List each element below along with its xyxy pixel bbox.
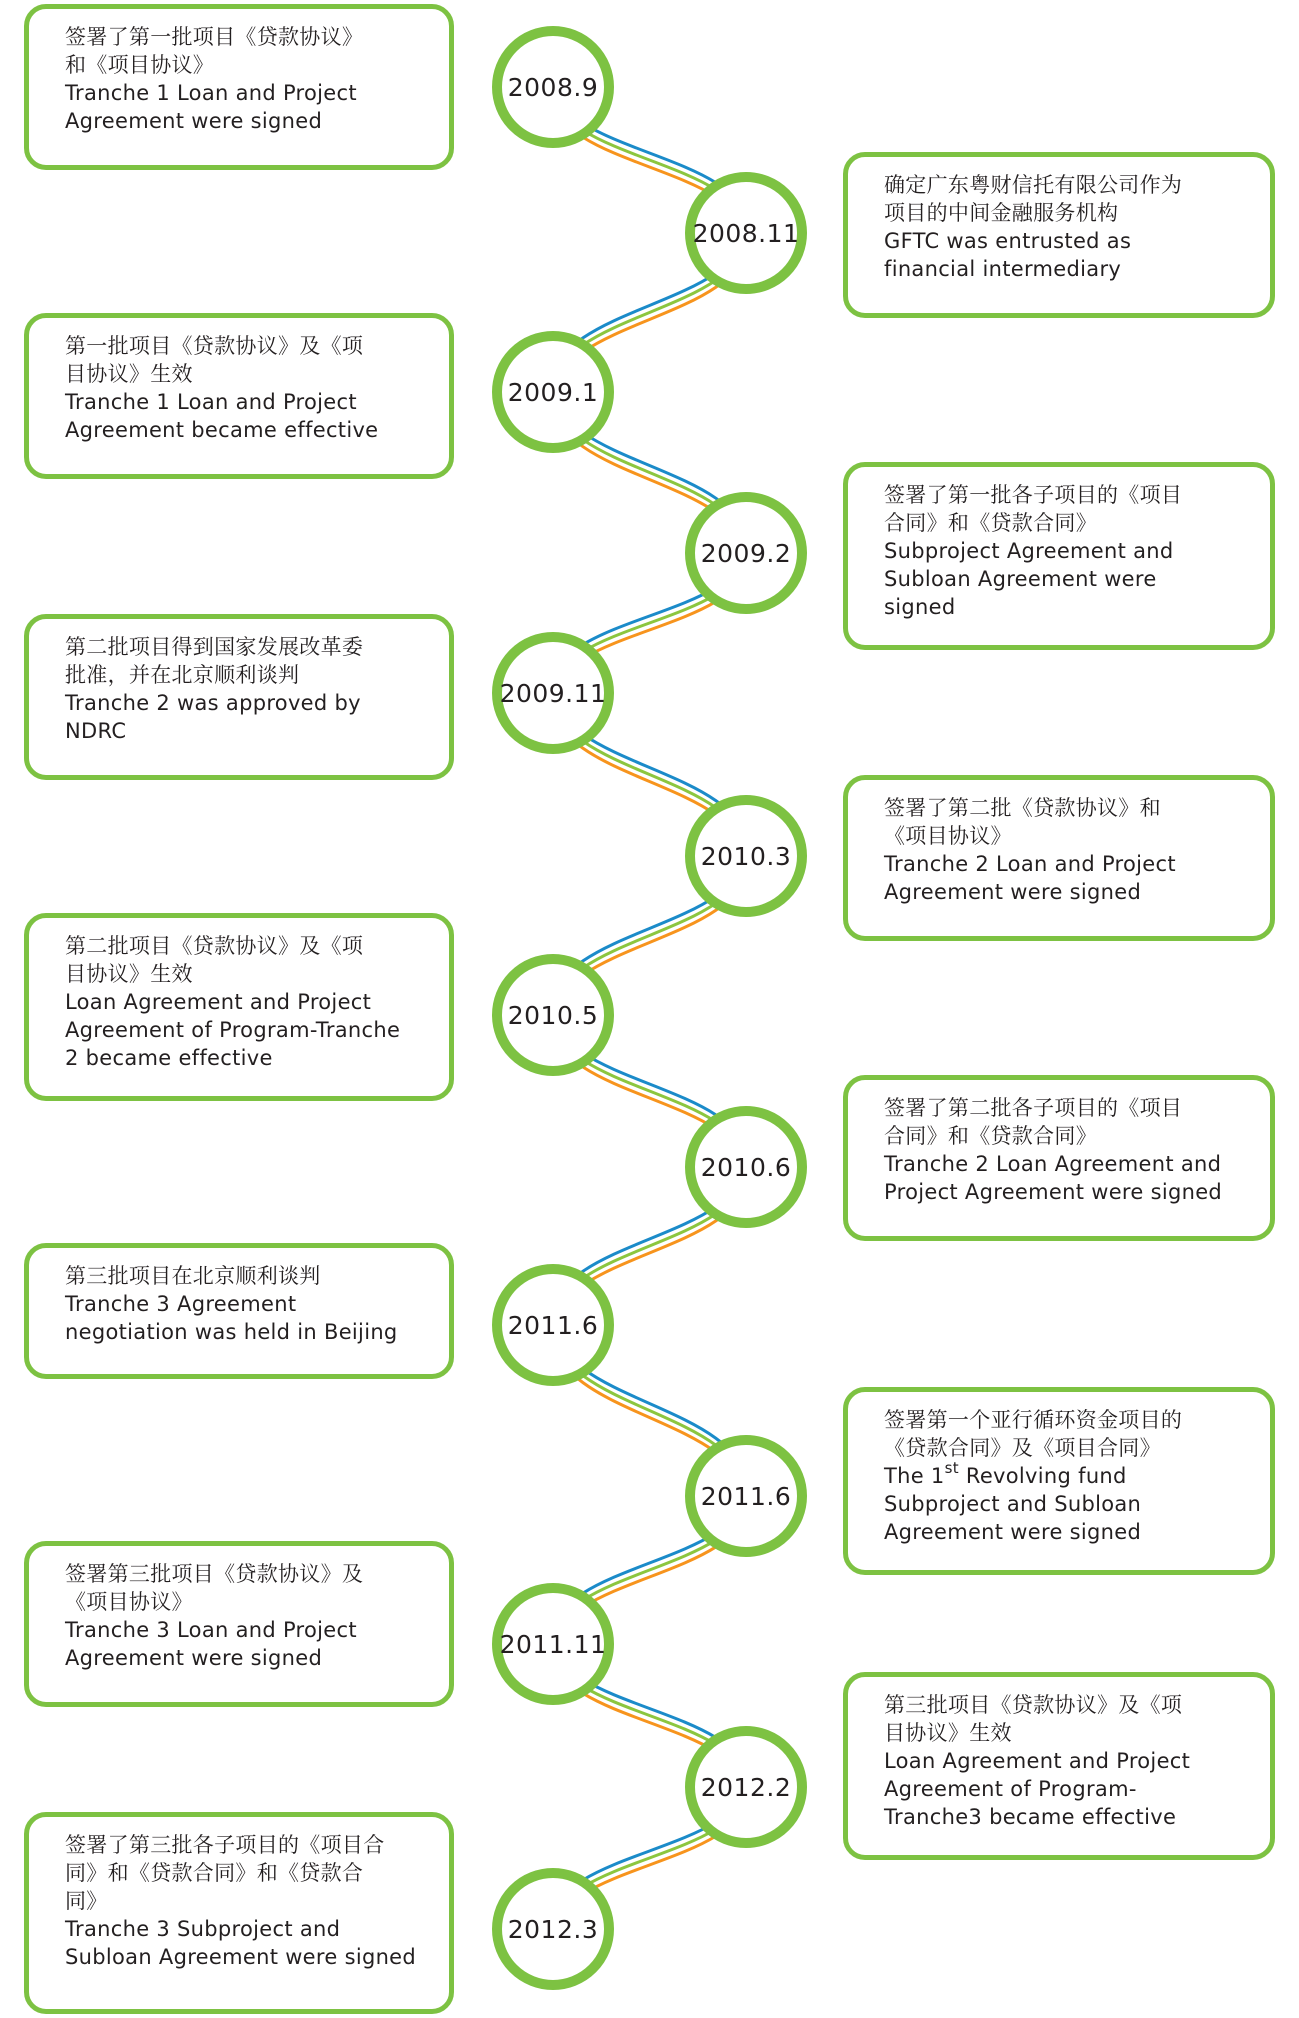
event-text-en	[884, 1459, 1250, 1546]
event-box-2009-2	[843, 462, 1275, 650]
event-text-zh: 签署了第一批项目《贷款协议》 和《项目协议》	[65, 25, 364, 77]
event-box-2011-11	[24, 1541, 454, 1707]
event-text-zh: 签署第一个亚行循环资金项目的 《贷款合同》及《项目合同》	[884, 1408, 1183, 1460]
event-box-2008-11	[843, 152, 1275, 318]
event-text-en: Tranche 1 Loan and Project Agreement were signed	[65, 81, 357, 133]
event-text-zh: 第二批项目得到国家发展改革委 批准，并在北京顺利谈判	[65, 635, 364, 687]
event-text-en: Tranche 3 Loan and Project Agreement were signed	[65, 1618, 357, 1670]
date-node-2008-11: 2008.11	[685, 172, 807, 294]
event-text-zh: 第二批项目《贷款协议》及《项 目协议》生效	[65, 934, 364, 986]
event-text-en: GFTC was entrusted as financial intermediary	[884, 229, 1132, 281]
event-text-zh: 签署第三批项目《贷款协议》及 《项目协议》	[65, 1562, 364, 1614]
event-text-zh: 第三批项目《贷款协议》及《项 目协议》生效	[884, 1693, 1183, 1745]
event-box-2010-5	[24, 913, 454, 1101]
event-box-2012-3	[24, 1812, 454, 2014]
date-node-2008-9: 2008.9	[492, 26, 614, 148]
date-node-2011-6-a: 2011.6	[492, 1264, 614, 1386]
event-text-en-post: Revolving fund Subproject and Subloan Agreement were signed	[884, 1464, 1142, 1544]
event-text-en-pre: The 1	[884, 1464, 945, 1488]
event-box-2008-9	[24, 4, 454, 170]
date-node-2012-2: 2012.2	[685, 1726, 807, 1848]
event-text-en: Loan Agreement and Project Agreement of Program- Tranche3 became effective	[884, 1749, 1191, 1829]
date-node-2010-3: 2010.3	[685, 795, 807, 917]
event-text-zh: 签署了第二批《贷款协议》和 《项目协议》	[884, 796, 1161, 848]
event-text-zh: 签署了第二批各子项目的《项目 合同》和《贷款合同》	[884, 1096, 1183, 1148]
event-box-2011-6-b	[843, 1387, 1275, 1575]
date-node-2010-6: 2010.6	[685, 1106, 807, 1228]
date-node-2011-6-b: 2011.6	[685, 1435, 807, 1557]
event-box-2009-11	[24, 614, 454, 780]
event-box-2009-1	[24, 313, 454, 479]
date-node-2009-1: 2009.1	[492, 331, 614, 453]
event-text-zh: 签署了第三批各子项目的《项目合 同》和《贷款合同》和《贷款合 同》	[65, 1833, 385, 1913]
event-text-en: Tranche 2 Loan and Project Agreement were signed	[884, 852, 1176, 904]
event-text-zh: 确定广东粤财信托有限公司作为 项目的中间金融服务机构	[884, 173, 1183, 225]
date-node-2011-11: 2011.11	[492, 1583, 614, 1705]
event-text-zh: 第三批项目在北京顺利谈判	[65, 1264, 321, 1288]
event-text-en: Tranche 1 Loan and Project Agreement became effective	[65, 390, 379, 442]
date-node-2012-3: 2012.3	[492, 1868, 614, 1990]
date-node-2009-2: 2009.2	[685, 492, 807, 614]
event-box-2011-6-a	[24, 1243, 454, 1379]
event-text-en: Tranche 2 Loan Agreement and Project Agreement were signed	[884, 1152, 1223, 1204]
event-text-en: Tranche 3 Subproject and Subloan Agreement were signed	[65, 1917, 417, 1969]
event-text-en: Tranche 3 Agreement negotiation was held in Beijing	[65, 1292, 398, 1344]
date-node-2009-11: 2009.11	[492, 632, 614, 754]
ordinal-suffix: st	[944, 1459, 959, 1477]
event-box-2010-3	[843, 775, 1275, 941]
event-box-2012-2	[843, 1672, 1275, 1860]
event-box-2010-6	[843, 1075, 1275, 1241]
date-node-2010-5: 2010.5	[492, 954, 614, 1076]
event-text-zh: 第一批项目《贷款协议》及《项 目协议》生效	[65, 334, 364, 386]
event-text-en: Subproject Agreement and Subloan Agreement were signed	[884, 539, 1174, 619]
event-text-en: Loan Agreement and Project Agreement of Program-Tranche 2 became effective	[65, 990, 401, 1070]
event-text-zh: 签署了第一批各子项目的《项目 合同》和《贷款合同》	[884, 483, 1183, 535]
event-text-en: Tranche 2 was approved by NDRC	[65, 691, 361, 743]
